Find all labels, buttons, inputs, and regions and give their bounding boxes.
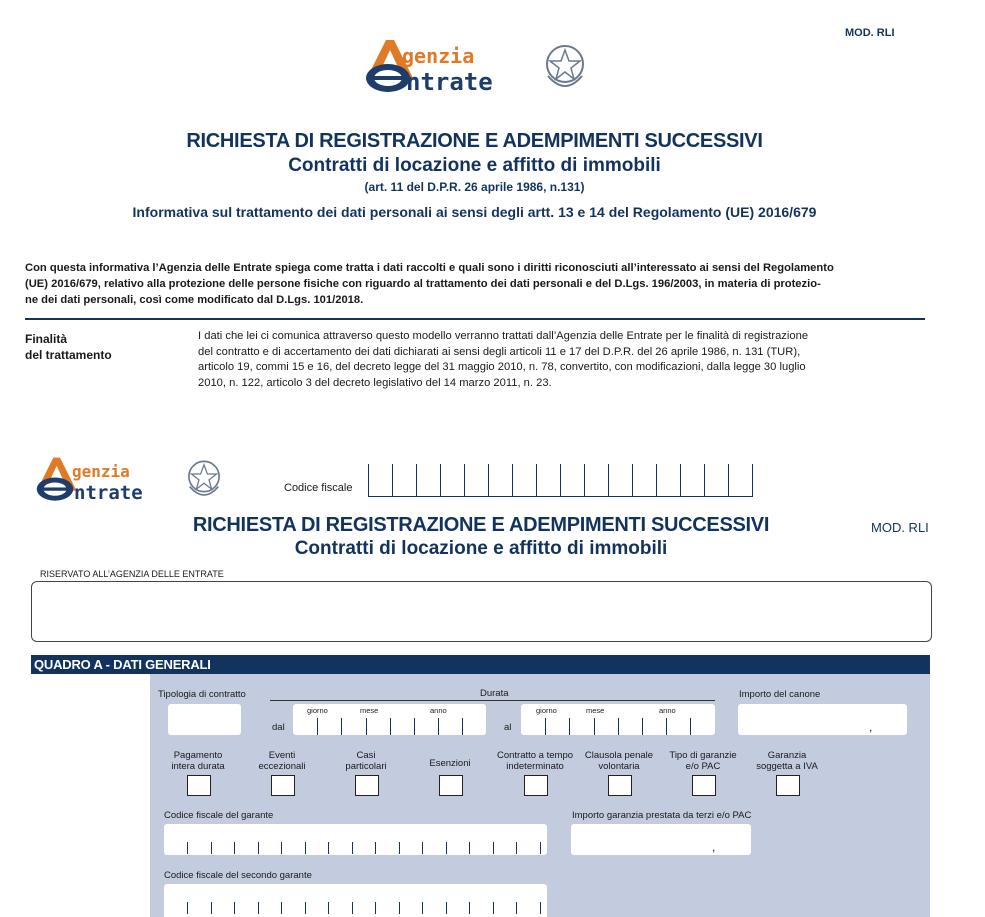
emblem-icon (183, 456, 225, 502)
char-cell-divider (234, 842, 235, 854)
importo-canone-input[interactable] (738, 704, 907, 735)
char-cell-divider (328, 902, 329, 914)
checkbox-label-line2: indeterminato (506, 761, 564, 772)
char-cell-divider (187, 902, 188, 914)
checkbox-label-line1: Casi (356, 750, 376, 761)
quadro-a-title: QUADRO A - DATI GENERALI (34, 657, 211, 672)
checkbox-label-line2: volontaria (598, 761, 640, 772)
checkbox[interactable] (524, 775, 548, 796)
checkbox-label (737, 750, 837, 772)
page1-subtitle: Contratti di locazione e affitto di immobili (288, 155, 661, 176)
checkbox[interactable] (271, 775, 295, 796)
char-cell-divider (540, 842, 541, 854)
char-cell-divider (656, 464, 657, 496)
checkbox-label-line1: Pagamento (173, 750, 223, 761)
al-label: al (504, 722, 512, 733)
checkbox-label-line1: Eventi (268, 750, 296, 761)
char-cell-divider (258, 902, 259, 914)
checkbox[interactable] (776, 775, 800, 796)
char-cell-divider (594, 718, 595, 735)
checkbox[interactable] (608, 775, 632, 796)
al-anno-label: anno (659, 706, 676, 715)
checkbox-label-line2: e/o PAC (685, 761, 721, 772)
checkbox-label-line2: intera durata (171, 761, 225, 772)
char-cell-divider (488, 464, 489, 496)
char-cell-divider (368, 464, 369, 496)
char-cell-divider (317, 718, 318, 735)
char-cell-divider (328, 842, 329, 854)
char-cell-divider (569, 718, 570, 735)
char-cell-divider (392, 464, 393, 496)
logo-word-agenzia: genzia (402, 44, 475, 68)
page2-subtitle: Contratti di locazione e affitto di immobili (294, 538, 668, 559)
char-cell-divider (704, 464, 705, 496)
char-cell-divider (493, 902, 494, 914)
page2-mod-label: MOD. RLI (871, 520, 929, 535)
section-label (25, 331, 112, 363)
char-cell-divider (422, 842, 423, 854)
char-cell-divider (414, 718, 415, 735)
riservato-label: RISERVATO ALL’AGENZIA DELLE ENTRATE (40, 569, 224, 579)
char-cell-divider (422, 902, 423, 914)
importo-canone-label: Importo del canone (739, 689, 821, 700)
tipologia-label: Tipologia di contratto (158, 689, 246, 700)
checkbox-label-line2: particolari (345, 761, 387, 772)
logo-word-entrate: ntrate (74, 482, 143, 504)
char-cell-divider (446, 842, 447, 854)
char-cell-divider (464, 464, 465, 496)
cf-garante-input[interactable] (164, 824, 547, 855)
char-cell-divider (642, 718, 643, 735)
agenzia-entrate-logo (358, 38, 598, 98)
char-cell-divider (375, 842, 376, 854)
checkbox-label-line2: soggetta a IVA (756, 761, 818, 772)
dal-mese-label: mese (360, 706, 379, 715)
char-cell-divider (438, 718, 439, 735)
durata-label: Durata (480, 688, 509, 699)
char-cell-divider (516, 842, 517, 854)
checkbox[interactable] (692, 775, 716, 796)
char-cell-divider (690, 718, 691, 735)
checkbox-label-line1: Garanzia (767, 750, 807, 761)
char-cell-divider (540, 902, 541, 914)
logo-word-agenzia: genzia (72, 462, 130, 481)
dal-anno-label: anno (430, 706, 447, 715)
importo-garanzia-label: Importo garanzia prestata da terzi e/o PAC (572, 810, 752, 821)
checkbox[interactable] (187, 775, 211, 796)
al-mese-label: mese (586, 706, 605, 715)
importo-canone-comma: , (869, 720, 873, 734)
intro-line: ne dei dati personali, così come modificato dal D.Lgs. 101/2018. (25, 294, 364, 306)
section-label-line1: Finalità (25, 332, 68, 346)
char-cell-divider (234, 902, 235, 914)
char-cell-divider (390, 718, 391, 735)
char-cell-divider (341, 718, 342, 735)
char-cell-divider (440, 464, 441, 496)
char-cell-divider (512, 464, 513, 496)
section-line: del contratto e di accertamento dei dati dichiarati ai sensi degli articoli 11 e 17 del D.P.R. del 26 aprile 1986, n. 131 (TUR), (198, 345, 801, 358)
char-cell-divider (560, 464, 561, 496)
char-cell-divider (305, 902, 306, 914)
char-cell-divider (352, 842, 353, 854)
char-cell-divider (399, 842, 400, 854)
char-cell-divider (728, 464, 729, 496)
char-cell-divider (281, 842, 282, 854)
char-cell-divider (258, 842, 259, 854)
char-cell-divider (375, 902, 376, 914)
char-cell-divider (399, 902, 400, 914)
dal-label: dal (272, 722, 285, 733)
char-cell-divider (469, 902, 470, 914)
section-label-line2: del trattamento (25, 348, 112, 362)
cf-garante-label: Codice fiscale del garante (164, 810, 274, 821)
page1-mod-label: MOD. RLI (845, 27, 895, 39)
char-cell-divider (632, 464, 633, 496)
char-cell-divider (536, 464, 537, 496)
dal-giorno-label: giorno (307, 706, 328, 715)
char-cell-divider (211, 902, 212, 914)
char-cell-divider (305, 842, 306, 854)
importo-garanzia-comma: , (712, 840, 716, 854)
section-line: I dati che lei ci comunica attraverso questo modello verranno trattati dall’Agenzia delle Entrate per le finalità di registrazione (198, 330, 809, 342)
char-cell-divider (366, 718, 367, 735)
checkbox-label-line1: Tipo di garanzie (669, 750, 737, 761)
char-cell-divider (584, 464, 585, 496)
intro-paragraph (25, 260, 925, 308)
checkbox-label-line1: Contratto a tempo (496, 750, 574, 761)
checkbox-label-line2: eccezionali (258, 761, 306, 772)
intro-line: (UE) 2016/679, relativo alla protezione delle persone fisiche con riguardo al trattamento dei dati personali e del D.Lgs. 196/2003, in materia di protezio- (25, 278, 821, 290)
checkbox-label-line1: Clausola penale (584, 750, 654, 761)
riservato-box[interactable] (31, 581, 932, 642)
codice-fiscale-field[interactable] (368, 464, 753, 497)
durata-line (270, 700, 715, 701)
tipologia-input[interactable] (168, 704, 241, 735)
char-cell-divider (462, 718, 463, 735)
char-cell-divider (187, 842, 188, 854)
page1-ref: (art. 11 del D.P.R. 26 aprile 1986, n.131) (364, 180, 585, 194)
quadro-a-header (31, 655, 930, 674)
char-cell-divider (618, 718, 619, 735)
char-cell-divider (608, 464, 609, 496)
char-cell-divider (545, 718, 546, 735)
importo-garanzia-input[interactable] (571, 824, 751, 855)
section-line: 2010, n. 122, articolo 3 del decreto legislativo del 14 marzo 2011, n. 23. (198, 376, 552, 389)
char-cell-divider (469, 842, 470, 854)
char-cell-divider (416, 464, 417, 496)
char-cell-divider (516, 902, 517, 914)
page1-informativa: Informativa sul trattamento dei dati personali ai sensi degli artt. 13 e 14 del Regolamento (UE) 2016/679 (132, 204, 817, 220)
section-divider (25, 318, 925, 320)
logo-word-entrate: ntrate (406, 68, 493, 96)
cf-secondo-garante-input[interactable] (164, 884, 547, 917)
checkbox-label-line1: Esenzioni (429, 758, 471, 769)
codice-fiscale-label: Codice fiscale (284, 482, 353, 494)
page2-title: RICHIESTA DI REGISTRAZIONE E ADEMPIMENTI SUCCESSIVI (192, 514, 770, 536)
cf-secondo-garante-label: Codice fiscale del secondo garante (164, 870, 312, 881)
char-cell-divider (752, 464, 753, 496)
char-cell-divider (680, 464, 681, 496)
emblem-icon (540, 40, 590, 94)
char-cell-divider (352, 902, 353, 914)
checkbox[interactable] (355, 775, 379, 796)
intro-line: Con questa informativa l’Agenzia delle Entrate spiega come tratta i dati raccolti e quali sono i diritti riconosciuti all’interessato ai sensi del Regolamento (25, 262, 834, 274)
section-text (198, 329, 928, 391)
checkbox[interactable] (439, 775, 463, 796)
page1-title: RICHIESTA DI REGISTRAZIONE E ADEMPIMENTI SUCCESSIVI (186, 130, 763, 152)
char-cell-divider (493, 842, 494, 854)
agenzia-entrate-logo-small (30, 456, 230, 506)
char-cell-divider (211, 842, 212, 854)
char-cell-divider (281, 902, 282, 914)
char-cell-divider (446, 902, 447, 914)
al-giorno-label: giorno (536, 706, 557, 715)
section-line: articolo 19, commi 15 e 16, del decreto legge del 31 maggio 2010, n. 78, convertito, con modificazioni, dalla legge 30 luglio (198, 361, 806, 373)
char-cell-divider (666, 718, 667, 735)
